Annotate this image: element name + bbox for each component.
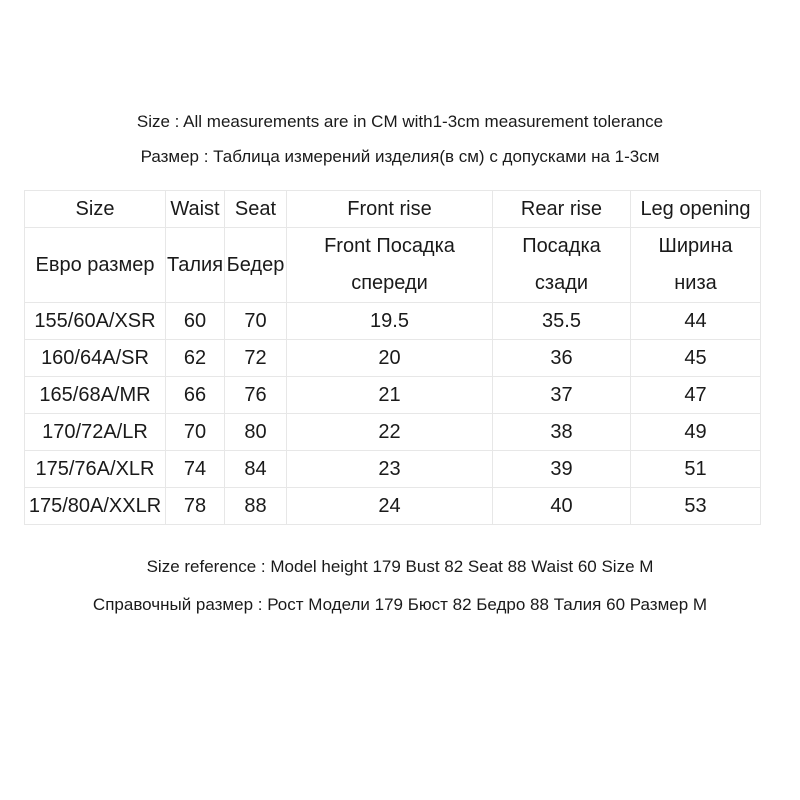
cell-rear-rise: 37: [493, 377, 631, 414]
cell-size: 170/72A/LR: [25, 414, 166, 451]
cell-leg-opening: 49: [631, 414, 761, 451]
size-chart-table: [24, 190, 761, 525]
cell-size: 165/68A/MR: [25, 377, 166, 414]
header-leg-opening: Leg opening: [631, 191, 761, 228]
cell-seat: 72: [225, 340, 287, 377]
cell-rear-rise: 40: [493, 488, 631, 525]
cell-rear-rise: 38: [493, 414, 631, 451]
cell-seat: 84: [225, 451, 287, 488]
header-size-ru: Евро размер: [25, 228, 166, 303]
table-row: [25, 340, 761, 377]
header-waist-ru: Талия: [166, 228, 225, 303]
size-reference-english: Size reference : Model height 179 Bust 82 Seat 88 Waist 60 Size M: [146, 557, 654, 576]
cell-leg-opening: 45: [631, 340, 761, 377]
table-row: [25, 451, 761, 488]
cell-waist: 74: [166, 451, 225, 488]
header-front-rise: Front rise: [287, 191, 493, 228]
table-row: [25, 488, 761, 525]
header-size: Size: [25, 191, 166, 228]
header-rear-rise-ru-line2: сзади: [534, 272, 589, 294]
cell-waist: 60: [166, 303, 225, 340]
cell-waist: 62: [166, 340, 225, 377]
size-note-english: Size : All measurements are in CM with1-3cm measurement tolerance: [136, 112, 664, 131]
cell-front-rise: 23: [287, 451, 493, 488]
cell-leg-opening: 53: [631, 488, 761, 525]
header-front-rise-ru: [287, 228, 493, 303]
cell-front-rise: 24: [287, 488, 493, 525]
cell-leg-opening: 47: [631, 377, 761, 414]
cell-rear-rise: 36: [493, 340, 631, 377]
cell-front-rise: 20: [287, 340, 493, 377]
cell-seat: 70: [225, 303, 287, 340]
cell-rear-rise: 39: [493, 451, 631, 488]
header-seat: Seat: [225, 191, 287, 228]
cell-waist: 66: [166, 377, 225, 414]
cell-leg-opening: 51: [631, 451, 761, 488]
header-waist: Waist: [166, 191, 225, 228]
cell-front-rise: 21: [287, 377, 493, 414]
header-row-english: [25, 191, 761, 228]
table-row: [25, 414, 761, 451]
header-rear-rise: Rear rise: [493, 191, 631, 228]
cell-rear-rise: 35.5: [493, 303, 631, 340]
header-leg-opening-ru-line2: низа: [674, 272, 717, 294]
table-row: [25, 377, 761, 414]
cell-size: 175/76A/XLR: [25, 451, 166, 488]
cell-seat: 76: [225, 377, 287, 414]
header-rear-rise-ru-line1: Посадка: [522, 235, 601, 257]
header-row-russian: [25, 228, 761, 303]
header-rear-rise-ru: [493, 228, 631, 303]
cell-size: 155/60A/XSR: [25, 303, 166, 340]
cell-size: 175/80A/XXLR: [25, 488, 166, 525]
cell-front-rise: 22: [287, 414, 493, 451]
size-reference-russian: Справочный размер : Рост Модели 179 Бюст 82 Бедро 88 Талия 60 Размер M: [92, 595, 708, 614]
header-front-rise-ru-line1: Front Посадка: [324, 235, 455, 257]
header-seat-ru: Бедер: [225, 228, 287, 303]
cell-front-rise: 19.5: [287, 303, 493, 340]
header-leg-opening-ru-line1: Ширина: [658, 235, 733, 257]
header-front-rise-ru-line2: спереди: [351, 272, 428, 294]
cell-waist: 78: [166, 488, 225, 525]
table-row: [25, 303, 761, 340]
cell-seat: 88: [225, 488, 287, 525]
cell-waist: 70: [166, 414, 225, 451]
size-note-russian: Размер : Таблица измерений изделия(в см) с допусками на 1-3см: [140, 147, 660, 166]
cell-seat: 80: [225, 414, 287, 451]
cell-leg-opening: 44: [631, 303, 761, 340]
cell-size: 160/64A/SR: [25, 340, 166, 377]
header-leg-opening-ru: [631, 228, 761, 303]
